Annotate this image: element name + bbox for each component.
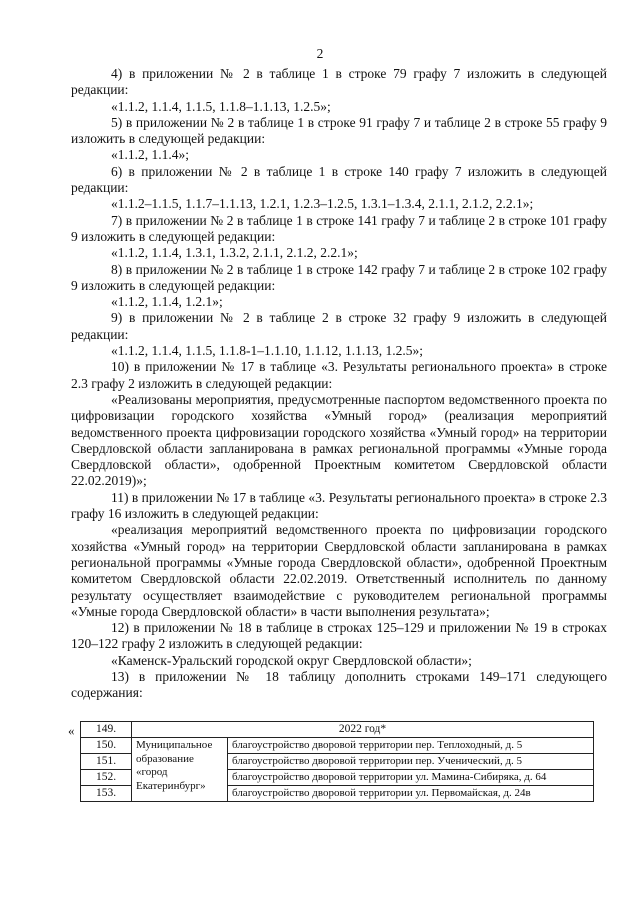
row-description: благоустройство дворовой территории пер. Ученический, д. 5 (228, 754, 594, 770)
paragraph-12: 12) в приложении № 18 в таблице в строках 125–129 и приложении № 19 в строках 120–122 графу 2 изложить в следующей редакции: (71, 620, 607, 652)
quote-12: «Каменск-Уральский городской округ Свердловской области»; (111, 652, 472, 668)
quote-5: «1.1.2, 1.1.4»; (111, 147, 190, 163)
row-description: благоустройство дворовой территории ул. Мамина-Сибиряка, д. 64 (228, 770, 594, 786)
table-row (81, 738, 594, 754)
row-description: благоустройство дворовой территории пер. Теплоходный, д. 5 (228, 738, 594, 754)
municipality-cell: Муниципальное образование «город Екатеринбург» (132, 738, 228, 802)
paragraph-7: 7) в приложении № 2 в таблице 1 в строке 141 графу 7 и таблице 2 в строке 101 графу 9 изложить в следующей редакции: (71, 212, 607, 244)
quote-7: «1.1.2, 1.1.4, 1.3.1, 1.3.2, 2.1.1, 2.1.2, 2.2.1»; (111, 245, 358, 261)
paragraph-13: 13) в приложении № 18 таблицу дополнить строками 149–171 следующего содержания: (71, 668, 607, 701)
header-row-number: 149. (81, 722, 132, 738)
table-open-quote: « (68, 723, 75, 738)
supplement-table (68, 721, 594, 802)
paragraph-10: 10) в приложении № 17 в таблице «3. Результаты регионального проекта» в строке 2.3 графу 2 изложить в следующей редакции: (71, 359, 607, 391)
quote-10: «Реализованы мероприятия, предусмотренные паспортом ведомственного проекта по цифровизации городского хозяйства «Умный город» (реализация мероприятий ведомственного проекта цифровизации городского хозяйства «Умный город» на территории Свердловской области запланирована в рамках региональной программы «Умные города Свердловской области», одобренной Проектным комитетом Свердловской области 22.02.2019)»; (71, 391, 607, 489)
table-header-row (81, 722, 594, 738)
quote-11: «реализация мероприятий ведомственного проекта по цифровизации городского хозяйства «Умный город» на территории Свердловской области запланирована в рамках региональной программы «Умные города Свердловской области», одобренной Проектным комитетом Свердловской области 22.02.2019. Ответственный исполнитель по данному результату осуществляет взаимодействие с руководителем региональной программы «Умные города Свердловской области» в части выполнения результата»; (71, 522, 607, 619)
document-body (71, 66, 607, 702)
quote-8: «1.1.2, 1.1.4, 1.2.1»; (111, 294, 223, 310)
row-description: благоустройство дворовой территории ул. Первомайская, д. 24в (228, 786, 594, 802)
paragraph-9: 9) в приложении № 2 в таблице 2 в строке 32 графу 9 изложить в следующей редакции: (71, 310, 607, 342)
header-year: 2022 год* (132, 722, 594, 738)
paragraph-4: 4) в приложении № 2 в таблице 1 в строке 79 графу 7 изложить в следующей редакции: (71, 66, 607, 98)
paragraph-8: 8) в приложении № 2 в таблице 1 в строке 142 графу 7 и таблице 2 в строке 102 графу 9 изложить в следующей редакции: (71, 261, 607, 293)
paragraph-6: 6) в приложении № 2 в таблице 1 в строке 140 графу 7 изложить в следующей редакции: (71, 163, 607, 196)
table (80, 721, 594, 802)
quote-9: «1.1.2, 1.1.4, 1.1.5, 1.1.8-1–1.1.10, 1.1.12, 1.1.13, 1.2.5»; (111, 343, 423, 359)
row-number: 152. (81, 770, 132, 786)
quote-6: «1.1.2–1.1.5, 1.1.7–1.1.13, 1.2.1, 1.2.3–1.2.5, 1.3.1–1.3.4, 2.1.1, 2.1.2, 2.2.1»; (111, 196, 534, 212)
row-number: 153. (81, 786, 132, 802)
quote-4: «1.1.2, 1.1.4, 1.1.5, 1.1.8–1.1.13, 1.2.5»; (111, 98, 331, 114)
paragraph-11: 11) в приложении № 17 в таблице «3. Результаты регионального проекта» в строке 2.3 графу 16 изложить в следующей редакции: (71, 489, 607, 522)
row-number: 150. (81, 738, 132, 754)
paragraph-5: 5) в приложении № 2 в таблице 1 в строке 91 графу 7 и таблице 2 в строке 55 графу 9 изложить в следующей редакции: (71, 114, 607, 147)
page-number: 2 (316, 46, 324, 61)
row-number: 151. (81, 754, 132, 770)
